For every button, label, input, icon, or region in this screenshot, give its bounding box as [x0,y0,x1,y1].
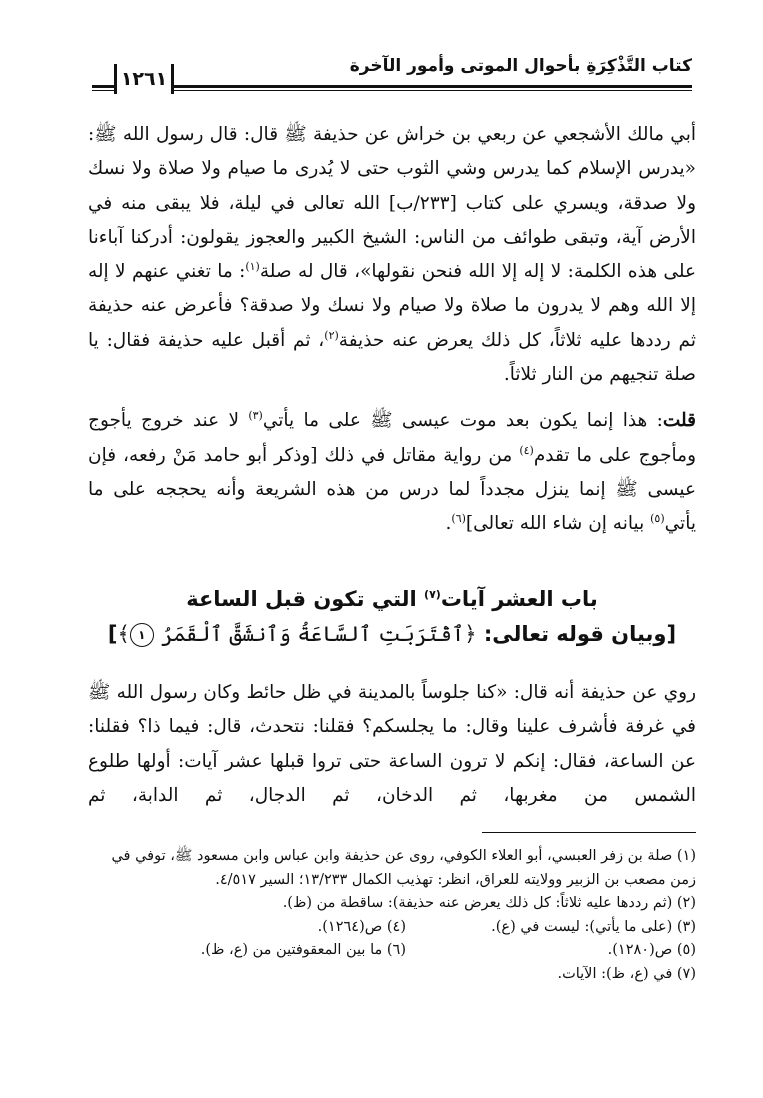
chapter-title-text: التي تكون قبل الساعة [186,587,425,611]
footnote-5: (٥) ص(١٢٨٠). [607,942,696,958]
subtitle-text: [وبيان قوله تعالى: [476,622,677,646]
footnote-row [96,916,696,940]
footnote-7: (٧) في (ع، ظ): الآيات. [557,965,696,982]
footnote-6: (٦) ما بين المعقوفتين من (ع، ظ). [200,942,406,958]
footnote-ref: (٧) [424,588,441,601]
footnote-1: (١) صلة بن زفر العبسي، أبو العلاء الكوفي، روى عن حذيفة وابن عباس وابن مسعود ﷺ، توفي في زمن مصعب بن الزبير وولايته للعراق، انظر: تهذيب الكمال ١٣/٢٣٣؛ السير ٤/٥١٧. [111,848,696,888]
paragraph-text: ، ثم أقبل عليه حذيفة فقال: يا صلة تنجيهم من النار ثلاثاً. [88,329,696,386]
page-number: ١٢٦١ [114,64,174,94]
footnote-ref: (٦) [451,512,466,526]
footnote-2: (٢) (ثم رددها عليه ثلاثاً: كل ذلك يعرض عنه حذيفة): ساقطة من (ظ). [282,895,696,911]
footnote-ref: (٤) [519,443,534,457]
paragraph-text: أبي مالك الأشجعي عن ربعي بن خراش عن حذيفة ﷺ قال: قال رسول الله ﷺ: «يدرس الإسلام كما يدرس وشي الثوب حتى لا يُدرى ما صيام ولا صلاة ولا نسك ولا صدقة، ويسري على كتاب [٢٣٣/ب] الله تعالى في ليلة، فلا يبقى منه في الأرض آية، وتبقى طوائف من الناس: الشيخ الكبير والعجوز يقولون: أدركنا آباءنا على هذه الكلمة: لا إله إلا الله فنحن نقولها»، قال له صلة [88,124,697,283]
paragraph-commentary [88,404,696,541]
footnote-3: (٣) (على ما يأتي): ليست في (ع). [491,918,696,935]
main-text [88,118,696,554]
footnotes [96,845,696,986]
quran-bracket-close: ﴾ [117,622,130,646]
footnote-ref: (٢) [324,328,339,342]
footnote-ref: (٥) [650,512,665,526]
narration-paragraph: روي عن حذيفة أنه قال: «كنا جلوساً بالمدينة في ظل حائط وكان رسول الله ﷺ في غرفة فأشرف علينا وقال: ما يجلسكم؟ فقلنا: نتحدث، قال: فيما ذا؟ فقلنا: عن الساعة، فقال: إنكم لا ترون الساعة حتى تروا قبلها عشر آيات: أولها طلوع الشمس من مغربها، ثم الدخان، ثم الدجال، ثم الدابة، ثم [88,682,696,806]
footnote-ref: (٣) [248,409,263,423]
paragraph-text: : هذا إنما يكون بعد موت عيسى ﷺ على ما يأتي [262,410,663,432]
chapter-subtitle [88,616,696,652]
quran-bracket-open: ﴿ [464,622,477,646]
book-title: كتاب التَّذْكِرَةِ بأحوال الموتى وأمور الآخرة [349,56,692,76]
footnote-separator [482,832,696,833]
chapter-title [88,582,696,616]
footnote-ref: (١) [245,260,260,274]
subtitle-text: ] [107,622,118,646]
page-header [92,52,692,98]
header-rule-thin [92,90,692,91]
paragraph-text: من رواية مقاتل في ذلك [وذكر أبو حامد مَنْ رفعه، فإن عيسى ﷺ إنما ينزل مجدداً لما درس من هذه الشريعة وأنه يحججه على ما يأتي [88,444,696,535]
paragraph-text: لا عند خروج يأجوج ومأجوج على ما تقدم [88,410,697,466]
quran-verse: ٱقْتَرَبَتِ ٱلسَّاعَةُ وَٱنشَقَّ ٱلْقَمَرُ [161,622,465,646]
paragraph-text: : ما تغني عنهم لا إله إلا الله وهم لا يدرون ما صلاة ولا صيام ولا نسك ولا صدقة؟ فأعرض عنه حذيفة ثم رددها عليه ثلاثاً، كل ذلك يعرض عنه حذيفة [88,261,696,351]
paragraph-lead: قلت [662,410,696,432]
paragraph-text: بيانه إن شاء الله تعالى] [465,513,651,535]
header-rule [92,85,692,88]
footnote-4: (٤) ص(١٢٦٤). [317,918,406,935]
chapter-heading [88,582,696,652]
chapter-title-text: باب العشر آيات [440,587,598,611]
paragraph-text: . [445,513,452,535]
paragraph-hadith [88,118,696,392]
footnote-row [96,939,696,963]
ayah-number-marker: ١ [130,623,154,647]
